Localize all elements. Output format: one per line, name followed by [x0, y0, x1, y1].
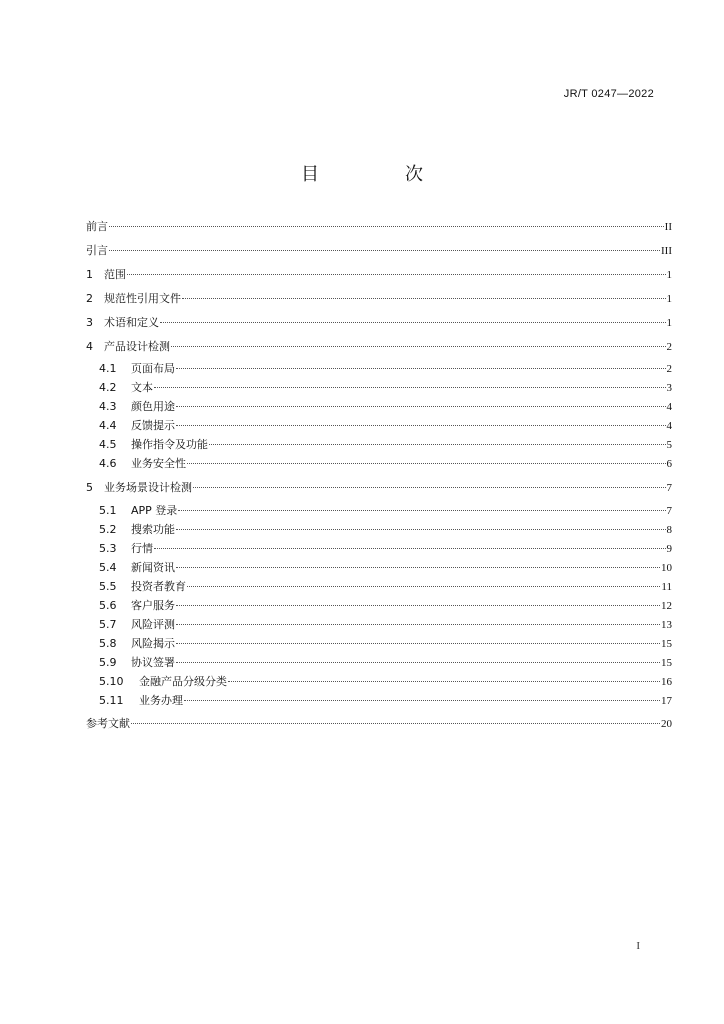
toc-entry-number: 5	[86, 481, 93, 494]
dot-leader	[131, 723, 660, 724]
dot-leader	[176, 662, 660, 663]
toc-entry-5-6[interactable]	[99, 598, 672, 614]
toc-entry-number: 5.2	[99, 523, 117, 536]
toc-entry-label: APP 登录	[131, 504, 178, 517]
dot-leader	[178, 510, 665, 511]
toc-entry-4-5[interactable]	[99, 437, 672, 453]
dot-leader	[176, 529, 666, 530]
toc-entry-label: 行情	[131, 542, 153, 555]
toc-entry-page: III	[661, 245, 672, 257]
dot-leader	[176, 567, 660, 568]
toc-entry-label: 业务安全性	[131, 457, 186, 470]
toc-entry-number: 4.1	[99, 362, 117, 375]
toc-entry-label: 金融产品分级分类	[139, 675, 227, 688]
toc-entry-page: 15	[661, 657, 672, 669]
dot-leader	[187, 463, 666, 464]
dot-leader	[109, 226, 664, 227]
toc-entry-page: 1	[666, 293, 672, 305]
toc-entry-page: 4	[666, 420, 672, 432]
toc-entry-label: 搜索功能	[131, 523, 175, 536]
toc-entry-4-4[interactable]	[99, 418, 672, 434]
toc-entry-number: 5.8	[99, 637, 117, 650]
toc-entry-number: 4.4	[99, 419, 117, 432]
toc-entry-label: 引言	[86, 244, 108, 257]
toc-entry-number: 5.3	[99, 542, 117, 555]
toc-entry-number: 4.3	[99, 400, 117, 413]
toc-entry-page: 8	[666, 524, 672, 536]
toc-entry-page: 15	[661, 638, 672, 650]
toc-entry-number: 5.10	[99, 675, 124, 688]
dot-leader	[228, 681, 660, 682]
toc-entry-5-9[interactable]	[99, 655, 672, 671]
dot-leader	[109, 250, 660, 251]
toc-entry-number: 2	[86, 292, 93, 305]
toc-entry-number: 4.5	[99, 438, 117, 451]
toc-entry-number: 5.5	[99, 580, 117, 593]
dot-leader	[154, 548, 666, 549]
toc-entry-label: 术语和定义	[104, 316, 159, 329]
toc-entry-page: 10	[661, 562, 672, 574]
dot-leader	[182, 298, 666, 299]
toc-entry-5-10[interactable]	[99, 674, 672, 690]
toc-entry-number: 3	[86, 316, 93, 329]
toc-entry-label: 文本	[131, 381, 153, 394]
toc-entry-number: 4.2	[99, 381, 117, 394]
toc-entry-number: 4.6	[99, 457, 117, 470]
toc-entry-4-6[interactable]	[99, 456, 672, 472]
toc-entry-foreword[interactable]	[86, 219, 672, 235]
toc-entry-page: 1	[666, 269, 672, 281]
toc-entry-5-3[interactable]	[99, 541, 672, 557]
dot-leader	[176, 368, 666, 369]
toc-entry-label: 风险揭示	[131, 637, 175, 650]
toc-entry-number: 5.11	[99, 694, 124, 707]
toc-entry-label: 业务场景设计检测	[104, 481, 192, 494]
toc-entry-page: 6	[666, 458, 672, 470]
toc-entry-introduction[interactable]	[86, 243, 672, 259]
toc-entry-5-1[interactable]	[99, 503, 672, 519]
dot-leader	[193, 487, 666, 488]
toc-entry-5-4[interactable]	[99, 560, 672, 576]
dot-leader	[209, 444, 666, 445]
toc-entry-page: 16	[661, 676, 672, 688]
toc-entry-page: 2	[666, 363, 672, 375]
toc-entry-label: 客户服务	[131, 599, 175, 612]
toc-entry-label: 参考文献	[86, 717, 130, 730]
toc-entry-number: 1	[86, 268, 93, 281]
toc-entry-page: 9	[666, 543, 672, 555]
dot-leader	[176, 643, 660, 644]
toc-entry-label: 风险评测	[131, 618, 175, 631]
toc-entry-2[interactable]	[86, 291, 672, 307]
dot-leader	[176, 605, 660, 606]
toc-entry-page: 12	[661, 600, 672, 612]
toc-entry-label: 新闻资讯	[131, 561, 175, 574]
toc-entry-label: 前言	[86, 220, 108, 233]
toc-entry-page: 4	[666, 401, 672, 413]
toc-entry-label: 产品设计检测	[104, 340, 170, 353]
toc-entry-4[interactable]	[86, 339, 672, 355]
standard-code: JR/T 0247—2022	[563, 88, 654, 100]
toc-entry-5-5[interactable]	[99, 579, 672, 595]
toc-entry-label: 协议签署	[131, 656, 175, 669]
toc-entry-number: 5.4	[99, 561, 117, 574]
toc-entry-1[interactable]	[86, 267, 672, 283]
toc-entry-5-8[interactable]	[99, 636, 672, 652]
toc-entry-page: 2	[666, 341, 672, 353]
toc-entry-page: 20	[661, 718, 672, 730]
dot-leader	[176, 406, 666, 407]
dot-leader	[154, 387, 666, 388]
toc-entry-label: 范围	[104, 268, 126, 281]
toc-entry-label: 操作指令及功能	[131, 438, 208, 451]
toc-title: 目 次	[301, 164, 457, 185]
toc-entry-number: 4	[86, 340, 93, 353]
toc-entry-number: 5.6	[99, 599, 117, 612]
toc-entry-page: II	[664, 221, 672, 233]
toc-entry-label: 页面布局	[131, 362, 175, 375]
toc-entry-page: 5	[666, 439, 672, 451]
toc-entry-number: 5.7	[99, 618, 117, 631]
toc-entry-page: 11	[661, 581, 672, 593]
dot-leader	[187, 586, 660, 587]
toc-entry-number: 5.1	[99, 504, 117, 517]
toc-entry-label: 投资者教育	[131, 580, 186, 593]
dot-leader	[184, 700, 660, 701]
dot-leader	[160, 322, 666, 323]
toc-entry-label: 反馈提示	[131, 419, 175, 432]
toc-entry-4-2[interactable]	[99, 380, 672, 396]
toc-entry-label: 颜色用途	[131, 400, 175, 413]
toc-entry-5[interactable]	[86, 480, 672, 496]
toc-entry-5-2[interactable]	[99, 522, 672, 538]
toc-entry-page: 17	[661, 695, 672, 707]
toc-entry-page: 7	[666, 482, 672, 494]
dot-leader	[127, 274, 666, 275]
dot-leader	[176, 624, 660, 625]
dot-leader	[176, 425, 666, 426]
toc-entry-page: 7	[666, 505, 672, 517]
toc-entry-3[interactable]	[86, 315, 672, 331]
toc-entry-label: 规范性引用文件	[104, 292, 181, 305]
toc-entry-5-7[interactable]	[99, 617, 672, 633]
page-number: I	[636, 940, 640, 952]
toc-entry-bibliography[interactable]	[86, 716, 672, 732]
toc-entry-page: 13	[661, 619, 672, 631]
toc-entry-4-1[interactable]	[99, 361, 672, 377]
toc-entry-page: 1	[666, 317, 672, 329]
toc-entry-number: 5.9	[99, 656, 117, 669]
toc-entry-label: 业务办理	[139, 694, 183, 707]
toc-entry-page: 3	[666, 382, 672, 394]
dot-leader	[171, 346, 666, 347]
toc-entry-4-3[interactable]	[99, 399, 672, 415]
toc-entry-5-11[interactable]	[99, 693, 672, 709]
